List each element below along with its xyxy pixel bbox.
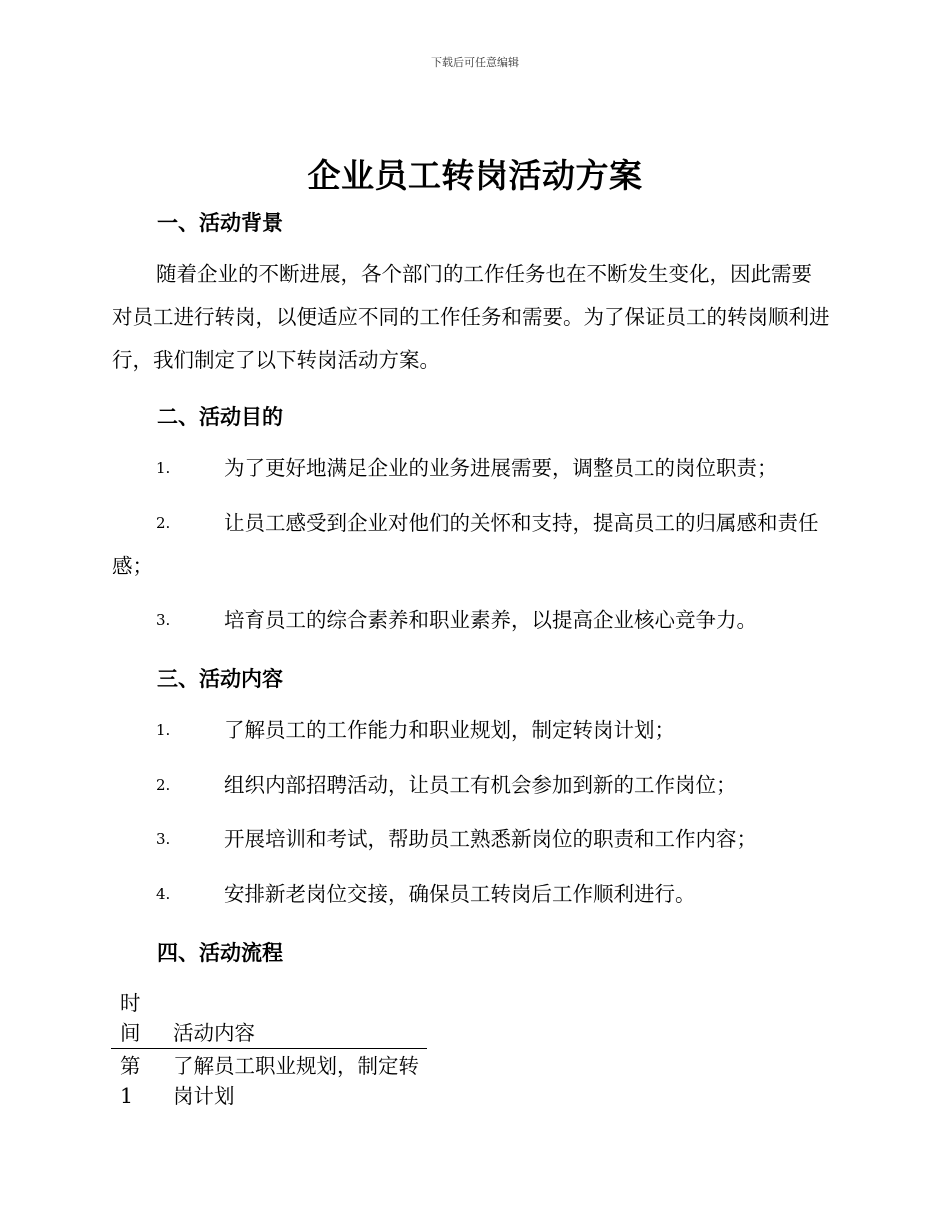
section-heading-background: 一、活动背景 [157,211,283,235]
purpose-list-item [112,502,832,588]
process-table [111,988,427,1111]
content-list-item [112,873,832,916]
list-item-text: 安排新老岗位交接，确保员工转岗后工作顺利进行。 [224,882,696,906]
list-number: 3. [156,611,171,629]
list-number: 4. [156,885,171,903]
table-header-content: 活动内容 [173,1021,255,1045]
table-cell-time: 第1 [120,1054,141,1108]
section-heading-content: 三、活动内容 [157,667,283,691]
list-item-text: 让员工感受到企业对他们的关怀和支持，提高员工的归属感和责任感； [112,511,819,578]
list-item-text: 开展培训和考试，帮助员工熟悉新岗位的职责和工作内容； [224,827,757,851]
background-paragraph-text: 随着企业的不断进展，各个部门的工作任务也在不断发生变化，因此需要对员工进行转岗，以便适应不同的工作任务和需要。为了保证员工的转岗顺利进行，我们制定了以下转岗活动方案。 [112,262,830,372]
list-item-text: 培育员工的综合素养和职业素养，以提高企业核心竞争力。 [224,608,757,632]
document-title: 企业员工转岗活动方案 [307,156,643,195]
background-paragraph [112,253,832,382]
list-number: 3. [156,830,171,848]
list-item-text: 组织内部招聘活动，让员工有机会参加到新的工作岗位； [224,773,737,797]
list-number: 1. [156,459,171,477]
section-heading-process: 四、活动流程 [157,941,283,965]
content-list-item [112,709,832,752]
list-number: 2. [156,514,171,532]
content-list-item [112,818,832,861]
page-header-note: 下载后可任意编辑 [431,56,519,69]
purpose-list-item [112,599,832,642]
list-item-text: 为了更好地满足企业的业务进展需要，调整员工的岗位职责； [224,456,778,480]
purpose-list-item [112,447,832,490]
list-number: 2. [156,776,171,794]
table-cell-content: 了解员工职业规划，制定转岗计划 [173,1054,419,1108]
section-heading-purpose: 二、活动目的 [157,405,283,429]
list-number: 1. [156,721,171,739]
content-list-item [112,764,832,807]
table-header-row [111,988,427,1049]
list-item-text: 了解员工的工作能力和职业规划，制定转岗计划； [224,718,675,742]
table-row [111,1049,427,1111]
table-header-time: 时间 [120,991,141,1045]
